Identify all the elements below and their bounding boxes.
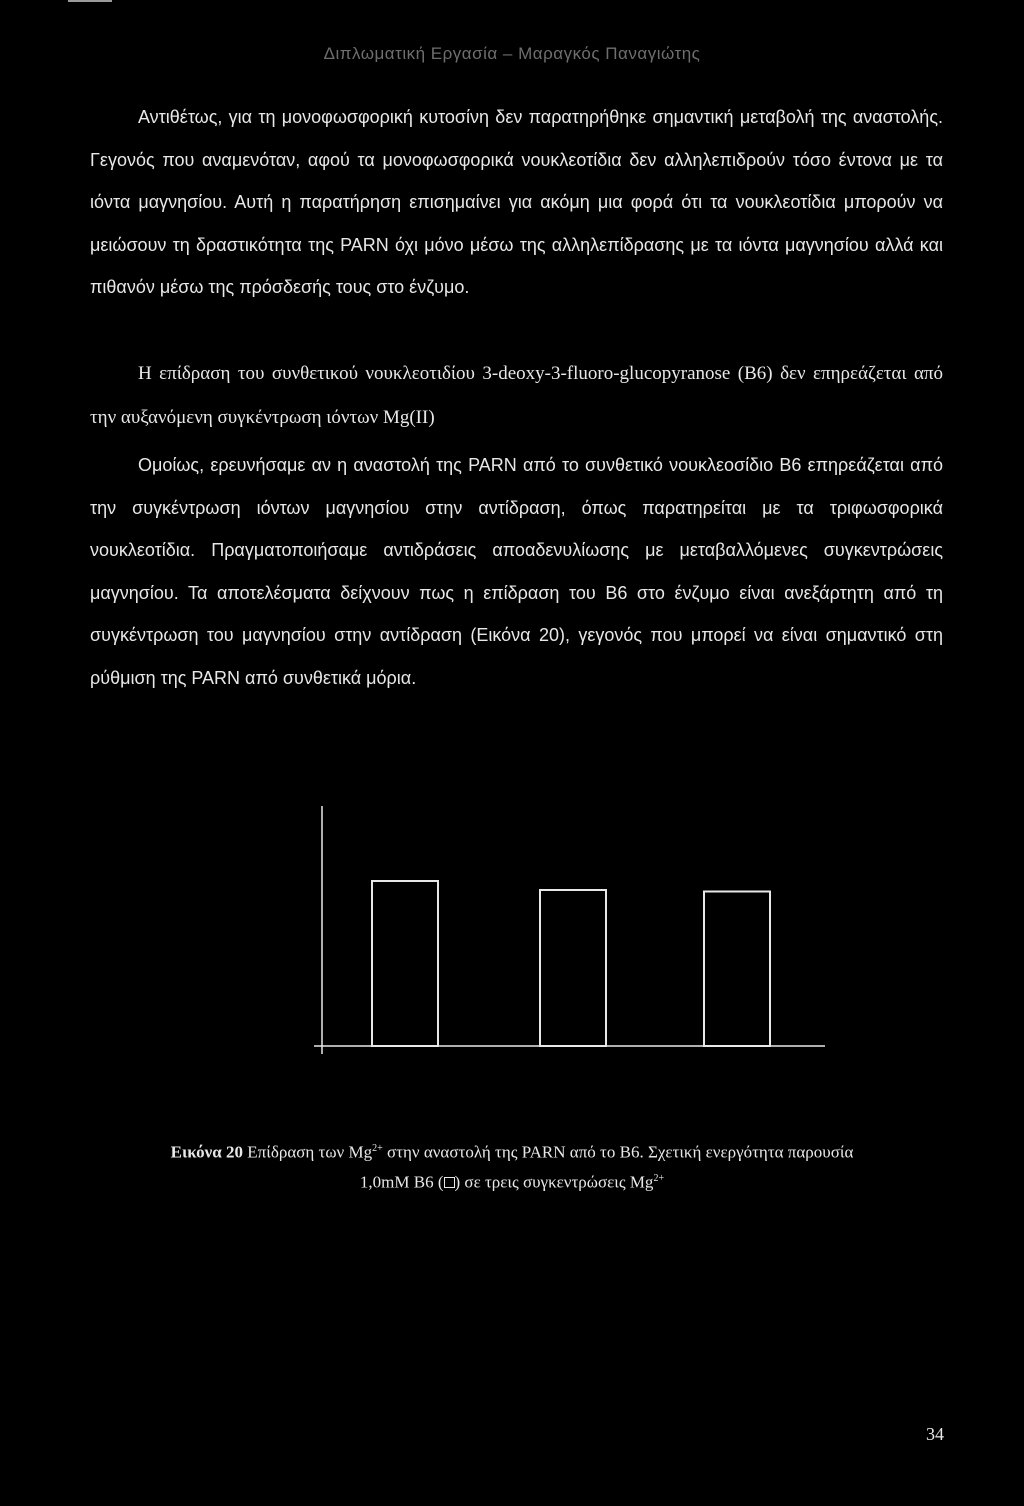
page-number: 34 [926, 1424, 944, 1444]
caption-superscript-2: 2+ [653, 1172, 665, 1184]
bars-group [372, 881, 770, 1046]
caption-text-1: Επίδραση των Mg [247, 1142, 373, 1162]
caption-superscript-1: 2+ [372, 1143, 383, 1154]
caption-text-2: στην αναστολή της PARN από το B6. Σχετική ενεργότητα παρουσία 1,0mM B6 ( [359, 1142, 854, 1192]
bar-2 [540, 890, 606, 1046]
running-header: Διπλωματική Εργασία – Μαραγκός Παναγιώτης [323, 44, 701, 63]
paragraph-2: Ομοίως, ερευνήσαμε αν η αναστολή της PARN από το συνθετικό νουκλεοσίδιο B6 επηρεάζεται από την συγκέντρωση ιόντων μαγνησίου στην αντίδραση, όπως παρατηρείται με τα τριφωσφορικά νουκλεοτίδια. Πραγματοποιήσαμε αντιδράσεις αποαδενυλίωσης με μεταβαλλόμενες συγκεντρώσεις μαγνησίου. Τα αποτελέσματα δείχνουν πως η επίδραση του B6 στο ένζυμο είναι ανεξάρτητη από τη συγκέντρωση του μαγνησίου στην αντίδραση (Εικόνα 20), γεγονός που μπορεί να είναι σημαντικό στη ρύθμιση της PARN από συνθετικά μόρια. [90, 455, 943, 688]
bar-chart [300, 800, 830, 1152]
caption-text-3: ) σε τρεις συγκεντρώσεις Mg [454, 1172, 654, 1192]
section-heading: Η επίδραση του συνθετικού νουκλεοτιδίου 3-deoxy-3-fluoro-glucopyranose (B6) δεν επηρεάζεται από την αυξανόμενη συγκέντρωση ιόντων Mg(II) [90, 363, 943, 428]
top-rule [68, 0, 112, 2]
caption-label: Εικόνα 20 [170, 1142, 244, 1162]
open-square-symbol-icon [444, 1177, 455, 1188]
bar-1 [372, 881, 438, 1046]
paragraph-1: Αντιθέτως, για τη μονοφωσφορική κυτοσίνη δεν παρατηρήθηκε σημαντική μεταβολή της αναστολής. Γεγονός που αναμενόταν, αφού τα μονοφωσφορικά νουκλεοτίδια δεν αλληλεπιδρούν τόσο έντονα με τα ιόντα μαγνησίου. Αυτή η παρατήρηση επισημαίνει για ακόμη μια φορά ότι τα νουκλεοτίδια μπορούν να μειώσουν τη δραστικότητα της PARN όχι μόνο μέσω της αλληλεπίδρασης με τα ιόντα μαγνησίου αλλά και πιθανόν μέσω της πρόσδεσής τους στο ένζυμο. [90, 107, 943, 298]
figure-20 [300, 800, 830, 1152]
bar-3 [704, 892, 770, 1047]
figure-caption [150, 1136, 874, 1195]
